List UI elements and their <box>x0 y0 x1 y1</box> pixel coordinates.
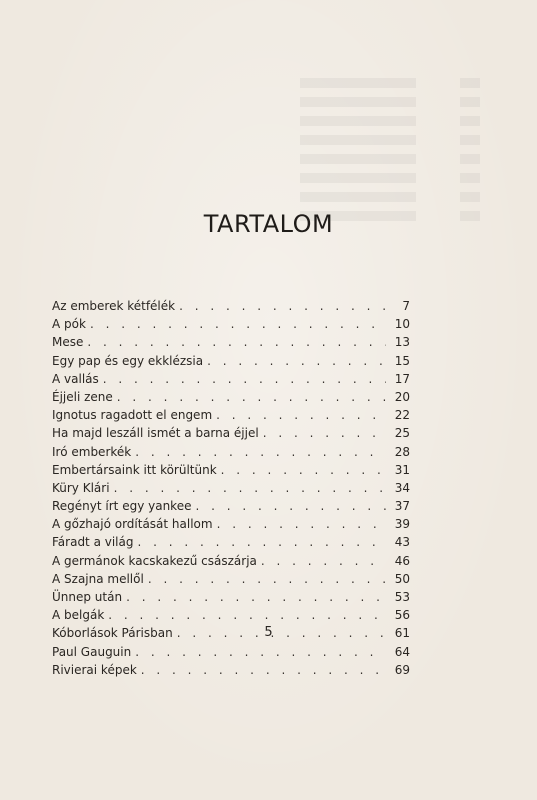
dot-leader <box>148 570 386 588</box>
toc-entry-page: 20 <box>394 389 410 404</box>
toc-entry <box>52 479 410 497</box>
dot-leader <box>261 552 386 570</box>
dot-leader <box>221 461 386 479</box>
toc-entry <box>52 352 410 370</box>
toc-entry-title: Kóborlások Párisban <box>52 626 173 641</box>
dot-leader <box>138 533 387 551</box>
toc-entry-title: Az emberek kétfélék <box>52 299 176 313</box>
toc-entry <box>52 461 410 479</box>
toc-entry-page: 61 <box>394 626 410 641</box>
dot-leader <box>179 297 386 315</box>
toc-entry-title: Mese <box>52 335 84 350</box>
toc-entry-title: Ignotus ragadott el engem <box>52 408 213 423</box>
toc-entry-page: 64 <box>394 644 410 659</box>
toc-entry-title: Egy pap és egy ekklézsia <box>52 353 204 368</box>
toc-entry-title: Ha majd leszáll ismét a barna éjjel <box>52 426 259 441</box>
toc-entry <box>52 661 410 679</box>
dot-leader <box>90 315 386 333</box>
toc-entry-title: Ünnep után <box>52 590 123 604</box>
toc-entry-page: 46 <box>394 553 410 568</box>
toc-entry <box>52 315 410 333</box>
dot-leader <box>141 661 386 679</box>
toc-entry-title: A pók <box>52 317 86 332</box>
toc-entry-title: A Szajna mellől <box>52 571 144 586</box>
toc-entry-page: 15 <box>394 353 410 368</box>
toc-entry-page: 43 <box>394 535 410 550</box>
dot-leader <box>87 333 386 351</box>
page-number: 5 <box>264 625 273 640</box>
dot-leader <box>216 406 386 424</box>
toc-entry <box>52 606 410 624</box>
toc-entry-title: Embertársaink itt körültünk <box>52 462 217 477</box>
toc-entry-page: 28 <box>394 444 410 459</box>
toc-entry <box>52 515 410 533</box>
toc-entry <box>52 370 410 388</box>
dot-leader <box>108 606 386 624</box>
toc-entry <box>52 406 410 424</box>
toc-entry <box>52 552 410 570</box>
dot-leader <box>114 479 386 497</box>
toc-entry <box>52 497 410 515</box>
toc-entry-title: A gőzhajó ordítását hallom <box>52 517 213 532</box>
toc-entry-title: Éjjeli zene <box>52 389 113 404</box>
dot-leader <box>103 370 386 388</box>
toc-entry <box>52 297 410 315</box>
dot-leader <box>263 424 386 442</box>
dot-leader <box>117 388 386 406</box>
toc-entry <box>52 533 410 551</box>
toc-entry-page: 22 <box>394 408 410 423</box>
dot-leader <box>135 643 386 661</box>
toc-entry-page: 69 <box>394 662 410 677</box>
toc-entry <box>52 570 410 588</box>
toc-entry <box>52 643 410 661</box>
toc-entry-page: 56 <box>394 608 410 623</box>
dot-leader <box>207 352 386 370</box>
dot-leader <box>135 443 386 461</box>
toc-entry-page: 17 <box>394 371 410 386</box>
page-title: TARTALOM <box>203 210 334 238</box>
toc-entry-title: Fáradt a világ <box>52 535 134 550</box>
dot-leader <box>217 515 386 533</box>
toc-entry-title: Küry Klári <box>52 480 110 495</box>
toc-entry-title: Iró emberkék <box>52 444 132 459</box>
toc-entry-page: 34 <box>394 480 410 495</box>
toc-entry-title: A germánok kacskakezű császárja <box>52 553 257 568</box>
toc-entry <box>52 588 410 606</box>
dot-leader <box>195 497 386 515</box>
toc-entry-title: A belgák <box>52 608 105 623</box>
toc-entry-page: 53 <box>394 590 410 604</box>
toc-entry-title: Paul Gauguin <box>52 644 132 659</box>
toc-entry <box>52 443 410 461</box>
toc-entry-page: 25 <box>394 426 410 441</box>
toc-entry-page: 50 <box>394 571 410 586</box>
toc-entry-page: 31 <box>394 462 410 477</box>
toc-entry-page: 13 <box>394 335 410 350</box>
toc-entry-page: 39 <box>394 517 410 532</box>
toc-entry-page: 7 <box>402 299 410 313</box>
toc-entry <box>52 388 410 406</box>
toc-entry-page: 37 <box>394 499 410 514</box>
dot-leader <box>126 588 386 606</box>
toc-entry-page: 10 <box>394 317 410 332</box>
toc-entry-title: Rivierai képek <box>52 662 137 677</box>
table-of-contents <box>52 297 410 679</box>
toc-entry <box>52 424 410 442</box>
toc-entry <box>52 333 410 351</box>
toc-entry-title: A vallás <box>52 371 99 386</box>
toc-entry-title: Regényt írt egy yankee <box>52 499 192 514</box>
